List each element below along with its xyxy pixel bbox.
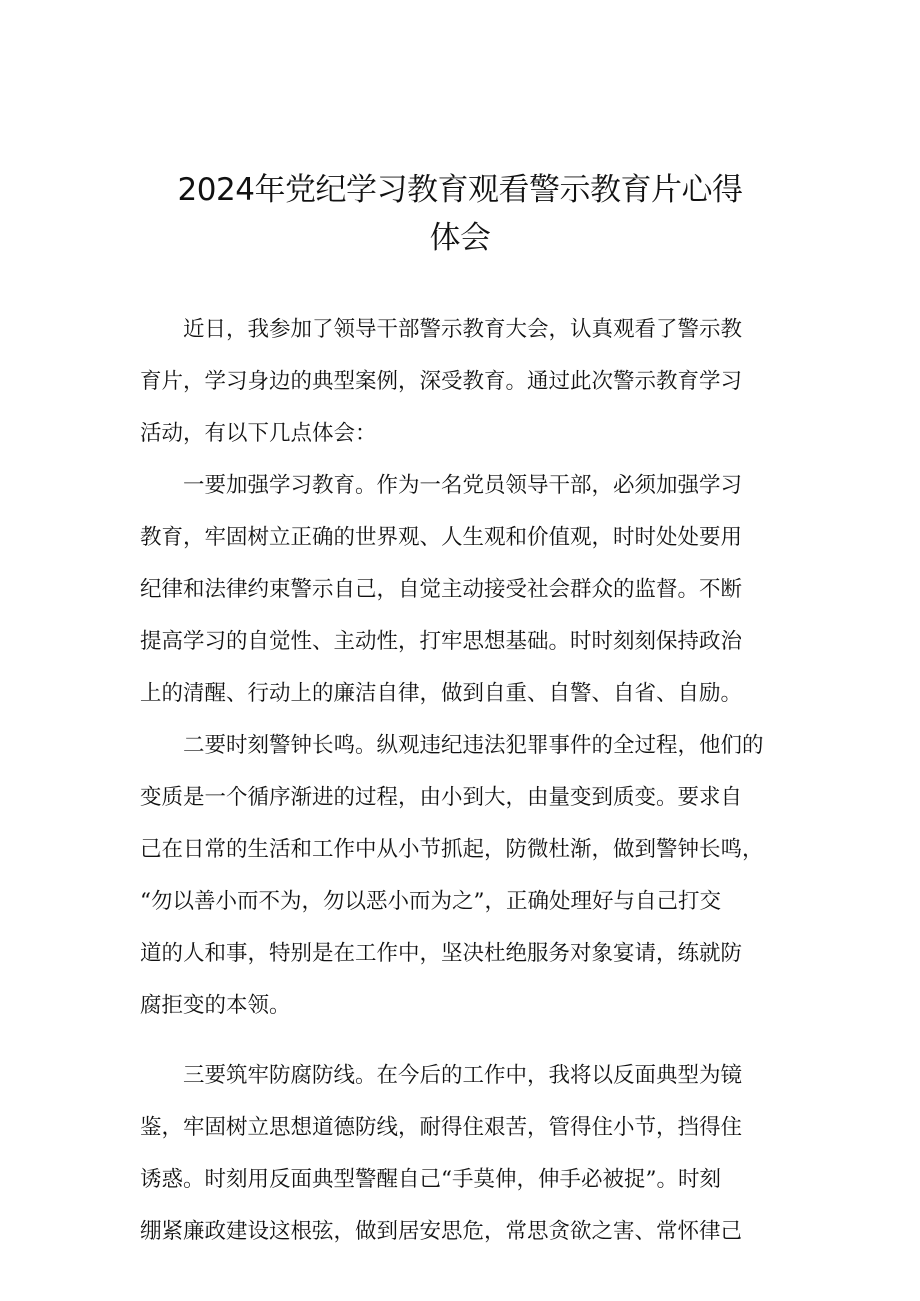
paragraph-point-1 (140, 460, 790, 720)
paragraph-line: 提高学习的自觉性、主动性，打牢思想基础。时时刻刻保持政治 (140, 629, 743, 654)
paragraph-line: 近日，我参加了领导干部警示教育大会，认真观看了警示教 (140, 317, 743, 342)
paragraph-line: 腐拒变的本领。 (140, 993, 291, 1018)
paragraph-line: 鉴，牢固树立思想道德防线，耐得住艰苦，管得住小节，挡得住 (140, 1115, 743, 1140)
paragraph-intro (140, 304, 790, 460)
document-body (140, 304, 790, 1258)
paragraph-line: 己在日常的生活和工作中从小节抓起，防微杜渐，做到警钟长鸣， (140, 837, 764, 862)
paragraph-point-3 (140, 1050, 790, 1258)
paragraph-line: 道的人和事，特别是在工作中，坚决杜绝服务对象宴请，练就防 (140, 941, 743, 966)
paragraph-spacer (140, 1032, 790, 1050)
paragraph-line: 教育，牢固树立正确的世界观、人生观和价值观，时时处处要用 (140, 525, 743, 550)
paragraph-line: 上的清醒、行动上的廉洁自律，做到自重、自警、自省、自励。 (140, 681, 743, 706)
paragraph-line: 变质是一个循序渐进的过程，由小到大，由量变到质变。要求自 (140, 785, 743, 810)
paragraph-line: 活动，有以下几点体会： (140, 421, 377, 446)
paragraph-line: 三要筑牢防腐防线。在今后的工作中，我将以反面典型为镜 (140, 1063, 743, 1088)
paragraph-line: 诱惑。时刻用反面典型警醒自己“手莫伸，伸手必被捉”。时刻 (140, 1167, 721, 1192)
paragraph-line: “勿以善小而不为，勿以恶小而为之”，正确处理好与自己打交 (140, 889, 721, 914)
paragraph-line: 绷紧廉政建设这根弦，做到居安思危，常思贪欲之害、常怀律己 (140, 1219, 743, 1244)
paragraph-point-2 (140, 720, 790, 1032)
title-line-1: 2024年党纪学习教育观看警示教育片心得 (177, 172, 743, 208)
paragraph-line: 纪律和法律约束警示自己，自觉主动接受社会群众的监督。不断 (140, 577, 743, 602)
document-title (120, 166, 800, 262)
paragraph-line: 一要加强学习教育。作为一名党员领导干部，必须加强学习 (140, 473, 743, 498)
paragraph-line: 育片，学习身边的典型案例，深受教育。通过此次警示教育学习 (140, 369, 743, 394)
title-line-2: 体会 (429, 220, 491, 256)
paragraph-line: 二要时刻警钟长鸣。纵观违纪违法犯罪事件的全过程，他们的 (140, 733, 764, 758)
